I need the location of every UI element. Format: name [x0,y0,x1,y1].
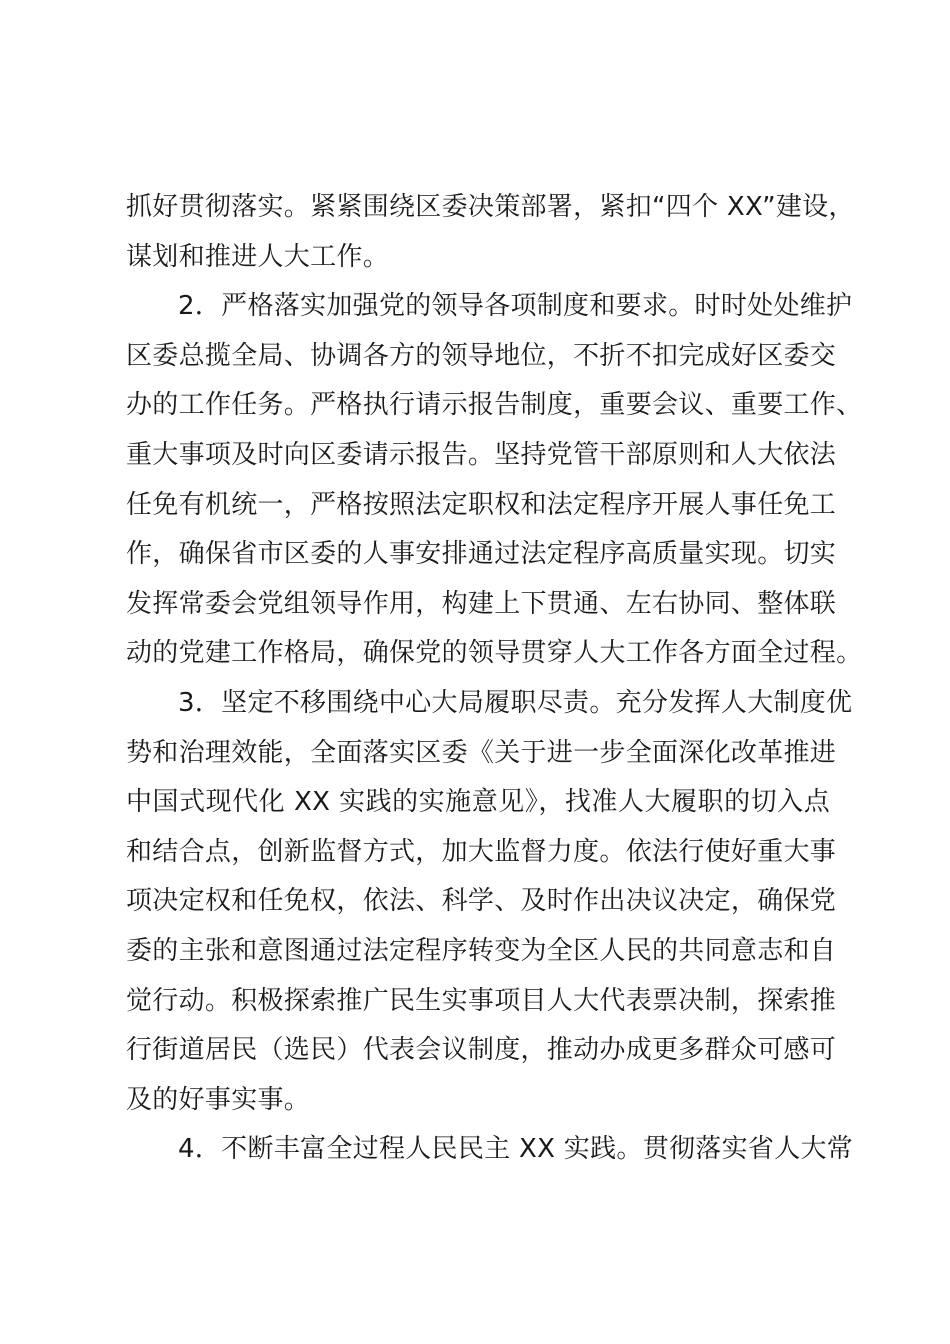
paragraph-4 [126,1125,854,1175]
text-line: 区委总揽全局、协调各方的领导地位，不折不扣完成好区委交 [126,340,837,371]
text-line: 2．严格落实加强党的领导各项制度和要求。时时处处维护 [178,291,853,322]
text-line: 抓好贯彻落实。紧紧围绕区委决策部署，紧扣“四个 XX”建设， [126,192,855,222]
text-line: 办的工作任务。严格执行请示报告制度，重要会议、重要工作、 [126,390,863,421]
paragraph-3 [126,679,853,1125]
paragraph-1 [126,183,855,282]
text-line: 任免有机统一，严格按照法定职权和法定程序开展人事任免工 [126,489,837,520]
text-line: 谋划和推进人大工作。 [126,241,390,272]
text-line: 觉行动。积极探索推广民生实事项目人大代表票决制，探索推 [126,985,837,1016]
text-line: 3．坚定不移围绕中心大局履职尽责。充分发挥人大制度优 [178,687,853,718]
text-line: 及的好事实事。 [126,1084,311,1115]
text-line: 项决定权和任免权，依法、科学、及时作出决议决定，确保党 [126,886,837,917]
body-text [126,183,863,1175]
text-line: 4．不断丰富全过程人民民主 XX 实践。贯彻落实省人大常 [178,1134,854,1165]
text-line: 委的主张和意图通过法定程序转变为全区人民的共同意志和自 [126,935,837,966]
text-line: 中国式现代化 XX 实践的实施意见》，找准人大履职的切入点 [126,787,830,818]
text-line: 作，确保省市区委的人事安排通过法定程序高质量实现。切实 [126,539,837,570]
text-line: 发挥常委会党组领导作用，构建上下贯通、左右协同、整体联 [126,588,837,619]
text-line: 和结合点，创新监督方式，加大监督力度。依法行使好重大事 [126,836,837,867]
text-line: 重大事项及时向区委请示报告。坚持党管干部原则和人大依法 [126,439,837,470]
text-line: 行街道居民（选民）代表会议制度，推动办成更多群众可感可 [126,1035,837,1066]
text-line: 势和治理效能，全面落实区委《关于进一步全面深化改革推进 [126,737,837,768]
paragraph-2 [126,282,863,679]
text-line: 动的党建工作格局，确保党的领导贯穿人大工作各方面全过程。 [126,638,863,669]
